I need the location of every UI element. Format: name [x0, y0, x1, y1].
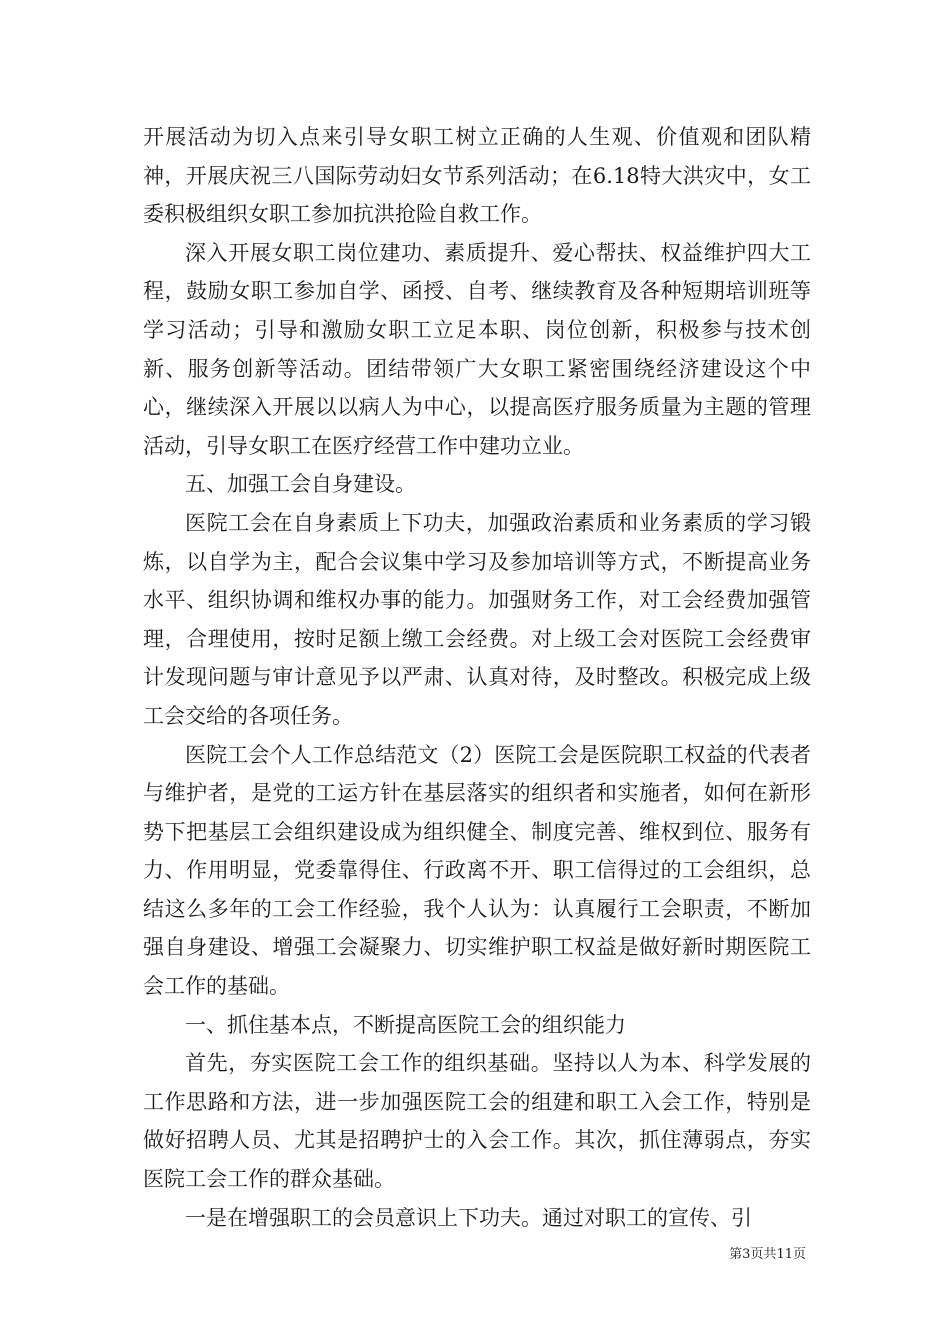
section-heading-self-building: 五、加强工会自身建设。 [185, 472, 416, 497]
paragraph-continuation: 开展活动为切入点来引导女职工树立正确的人生观、价值观和团队精神，开展庆祝三八国际劳动妇女节系列活动；在6.18特大洪灾中，女工委积极组织女职工参加抗洪抢险自救工作。 [143, 125, 811, 227]
paragraph-member-awareness: 一是在增强职工的会员意识上下功夫。通过对职工的宣传、引 [185, 1205, 752, 1230]
paragraph-organization-foundation: 首先，夯实医院工会工作的组织基础。坚持以人为本、科学发展的工作思路和方法，进一步加强医院工会的组建和职工入会工作，特别是做好招聘人员、尤其是招聘护士的入会工作。其次，抓住薄弱点，夯实医院工会工作的群众基础。 [143, 1051, 811, 1192]
paragraph-summary-sample-2: 医院工会个人工作总结范文（2）医院工会是医院职工权益的代表者与维护者，是党的工运方针在基层落实的组织者和实施者，如何在新形势下把基层工会组织建设成为组织健全、制度完善、维权到位、服务有力、作用明显，党委靠得住、行政离不开、职工信得过的工会组织，总结这么多年的工会工作经验，我个人认为：认真履行工会职责，不断加强自身建设、增强工会凝聚力、切实维护职工权益是做好新时期医院工会工作的基础。 [143, 742, 811, 999]
page-number-footer: 第3页共11页 [729, 1247, 806, 1262]
paragraph-union-self-quality: 医院工会在自身素质上下功夫，加强政治素质和业务素质的学习锻炼，以自学为主，配合会议集中学习及参加培训等方式，不断提高业务水平、组织协调和维权办事的能力。加强财务工作，对工会经费加强管理，合理使用，按时足额上缴工会经费。对上级工会对医院工会经费审计发现问题与审计意见予以严肃、认真对待，及时整改。积极完成上级工会交给的各项任务。 [143, 510, 811, 728]
document-body [143, 118, 811, 1237]
paragraph-female-staff-projects: 深入开展女职工岗位建功、素质提升、爱心帮扶、权益维护四大工程，鼓励女职工参加自学、函授、自考、继续教育及各种短期培训班等学习活动；引导和激励女职工立足本职、岗位创新，积极参与技术创新、服务创新等活动。团结带领广大女职工紧密围绕经济建设这个中心，继续深入开展以以病人为中心，以提高医疗服务质量为主题的管理活动，引导女职工在医疗经营工作中建功立业。 [143, 240, 811, 458]
section-heading-basic-point: 一、抓住基本点，不断提高医院工会的组织能力 [185, 1012, 626, 1037]
